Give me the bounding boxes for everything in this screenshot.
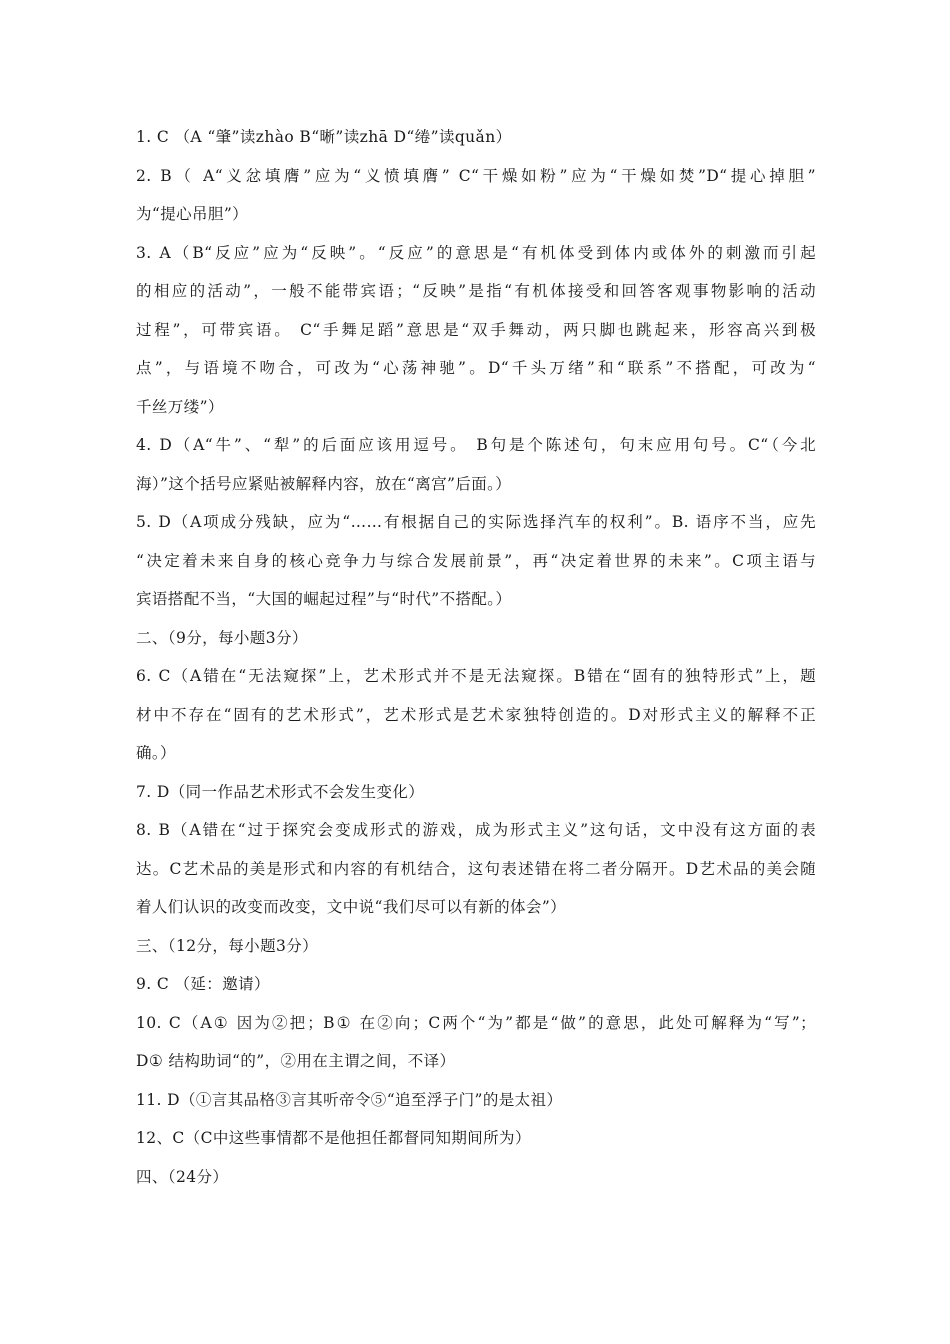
text-line: 的相应的活动”，一般不能带宾语；“反映”是指“有机体接受和回答客观事物影响的活动 [136,282,816,300]
text-line: “决定着未来自身的核心竞争力与综合发展前景”，再“决定着世界的未来”。C项主语与 [136,551,816,570]
text-line: 二、（9分，每小题3分） [136,628,308,647]
text-line: 宾语搭配不当，“大国的崛起过程”与“时代”不搭配。） [136,590,512,608]
text-line: 1. C （A “肇”读zhào B“晰”读zhā D“绻”读quǎn） [136,128,512,146]
text-line: D① 结构助词“的”，②用在主谓之间，不译） [136,1052,456,1070]
text-line: 5. D（A项成分残缺，应为“……有根据自己的实际选择汽车的权利”。B. 语序不当，应先 [136,513,816,531]
text-line: 过程”，可带宾语。 C“手舞足蹈”意思是“双手舞动，两只脚也跳起来，形容高兴到极 [136,320,816,339]
text-line: 为“提心吊胆”） [136,205,249,223]
text-line: 8. B（A错在“过于探究会变成形式的游戏，成为形式主义”这句话，文中没有这方面的表 [136,821,816,839]
text-line: 4. D（A“牛”、“犁”的后面应该用逗号。 B句是个陈述句，句末应用句号。C“（今北 [136,436,816,454]
text-line: 6. C（A错在“无法窥探”上，艺术形式并不是无法窥探。B错在“固有的独特形式”上，题 [136,667,816,685]
text-line: 确。） [136,744,176,762]
text-line: 点”，与语境不吻合，可改为“心荡神驰”。D“千头万绪”和“联系”不搭配，可改为“ [136,359,816,377]
text-line: 千丝万缕”） [136,397,224,416]
text-line: 3. A（B“反应”应为“反映”。“反应”的意思是“有机体受到体内或体外的刺激而引起 [136,243,816,262]
text-line: 着人们认识的改变而改变，文中说“我们尽可以有新的体会”） [136,898,567,916]
text-line: 2. B（ A“义忿填膺”应为“义愤填膺” C“干燥如粉”应为“干燥如焚”D“提心掉胆” [136,166,816,185]
text-line: 材中不存在“固有的艺术形式”，艺术形式是艺术家独特创造的。D对形式主义的解释不正 [136,705,816,724]
text-line: 四、（24分） [136,1167,229,1186]
text-line: 12、C（C中这些事情都不是他担任都督同知期间所为） [136,1129,531,1147]
text-line: 海）”这个括号应紧贴被解释内容，放在“离宫”后面。） [136,474,512,493]
text-line: 7. D（同一作品艺术形式不会发生变化） [136,782,425,801]
text-line: 9. C （延：邀请） [136,975,270,993]
text-line: 三、（12分，每小题3分） [136,936,319,955]
answer-key-document [136,118,816,1196]
text-line: 达。C艺术品的美是形式和内容的有机结合，这句表述错在将二者分隔开。D艺术品的美会随 [136,859,816,878]
text-line: 11. D（①言其品格③言其听帝令⑤“追至浮子门”的是太祖） [136,1090,563,1109]
text-line: 10. C（A① 因为②把；B① 在②向；C两个“为”都是“做”的意思，此处可解释为“写”； [136,1013,816,1032]
